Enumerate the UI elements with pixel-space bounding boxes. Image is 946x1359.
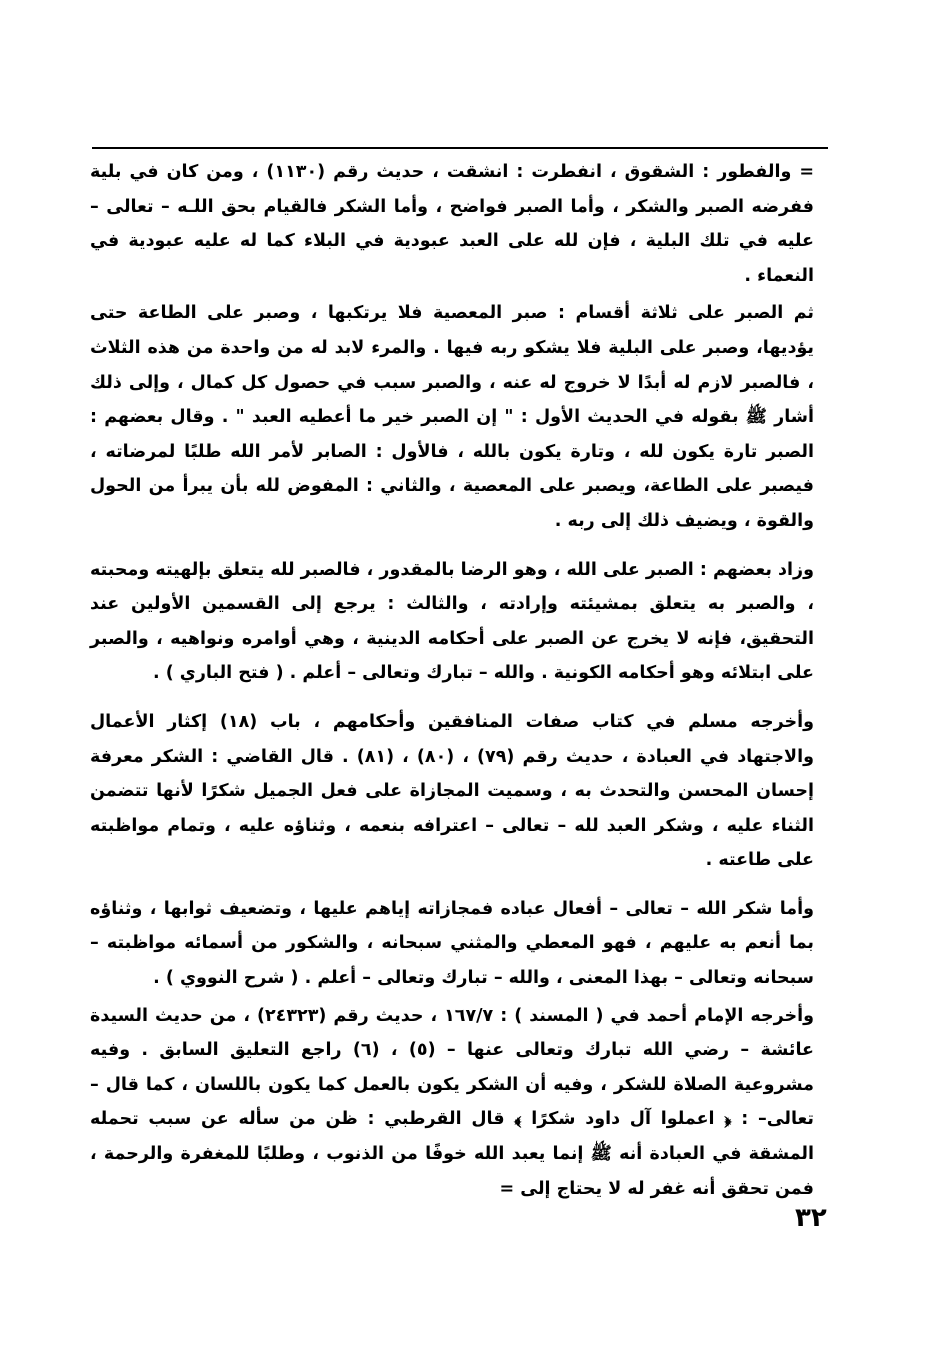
- footnote-separator-rule: [92, 147, 828, 149]
- footnote-paragraph: وأما شكر الله – تعالى – أفعال عباده فمجازاته إياهم عليها ، وتضعيف ثوابها ، وثناؤه بما أنعم به عليهم ، فهو المعطي والمثني سبحانه ، والشكور من أسمائه مواظبته – سبحانه وتعالى – بهذا المعنى ، والله – تبارك وتعالى – أعلم . ( شرح النووي ) .: [90, 898, 814, 989]
- footnote-paragraph: ثم الصبر على ثلاثة أقسام : صبر المعصية فلا يرتكبها ، وصبر على الطاعة حتى يؤديها، وصبر على البلية فلا يشكو ربه فيها . والمرء لابد له من واحدة من هذه الثلاث ، فالصبر لازم له أبدًا لا خروج له عنه ، والصبر سبب في حصول كل كمال ، وإلى ذلك أشار ﷺ بقوله في الحديث الأول : " إن الصبر خير ما أعطيه العبد " . وقال بعضهم : الصبر تارة يكون لله ، وتارة يكون بالله ، فالأول : الصابر لأمر الله طلبًا لمرضاته ، فيصبر على الطاعة، ويصبر على المعصية ، والثاني : المفوض لله بأن يبرأ من الحول والقوة ، ويضيف ذلك إلى ربه .: [90, 303, 814, 531]
- footnote-paragraph: وزاد بعضهم : الصبر على الله ، وهو الرضا بالمقدور ، فالصبر لله يتعلق بإلهيته ومحبته ، والصبر به يتعلق بمشيئته وإرادته ، والثالث : يرجع إلى القسمين الأولين عند التحقيق، فإنه لا يخرج عن الصبر على أحكامه الدينية ، وهي أوامره ونواهيه ، والصبر على ابتلائه وهو أحكامه الكونية . والله – تبارك وتعالى – أعلم . ( فتح الباري ) .: [90, 559, 814, 684]
- footnote-paragraph: = والفطور : الشقوق ، انفطرت : انشقت ، حديث رقم (١١٣٠) ، ومن كان في بلية ففرضه الصبر والشكر ، وأما الصبر فواضح ، وأما الشكر فالقيام بحق اللـه – تعالى – عليه في تلك البلية ، فإن لله على العبد عبودية في البلاء كما له عليه عبودية في النعماء .: [90, 162, 815, 286]
- footnote-paragraph: وأخرجه الإمام أحمد في ( المسند ) : ١٦٧/٧ ، حديث رقم (٢٤٣٢٣) ، من حديث السيدة عائشة – رضي الله تبارك وتعالى عنها – (٥) ، (٦) راجع التعليق السابق . وفيه مشروعية الصلاة للشكر ، وفيه أن الشكر يكون بالعمل كما يكون باللسان ، كما قال –تعالى– : ﴿ اعملوا آل داود شكرًا ﴾ قال القرطبي : ظن من سأله عن سبب تحمله المشقة في العبادة أنه ﷺ إنما يعبد الله خوفًا من الذنوب ، وطلبًا للمغفرة والرحمة ، فمن تحقق أنه غفر له لا يحتاج إلى =: [90, 1005, 814, 1199]
- footnotes-block: [90, 155, 814, 1206]
- page-number: ٣٢: [795, 1203, 827, 1233]
- footnote-paragraph: وأخرجه مسلم في كتاب صفات المنافقين وأحكامهم ، باب (١٨) إكثار الأعمال والاجتهاد في العبادة ، حديث رقم (٧٩) ، (٨٠) ، (٨١) . قال القاضي : الشكر معرفة إحسان المحسن والتحدث به ، وسميت المجازاة على فعل الجميل شكرًا لأنها تتضمن الثناء عليه ، وشكر العبد لله – تعالى – اعترافه بنعمه ، وثناؤه عليه ، وتمام مواظبته على طاعته .: [90, 711, 814, 871]
